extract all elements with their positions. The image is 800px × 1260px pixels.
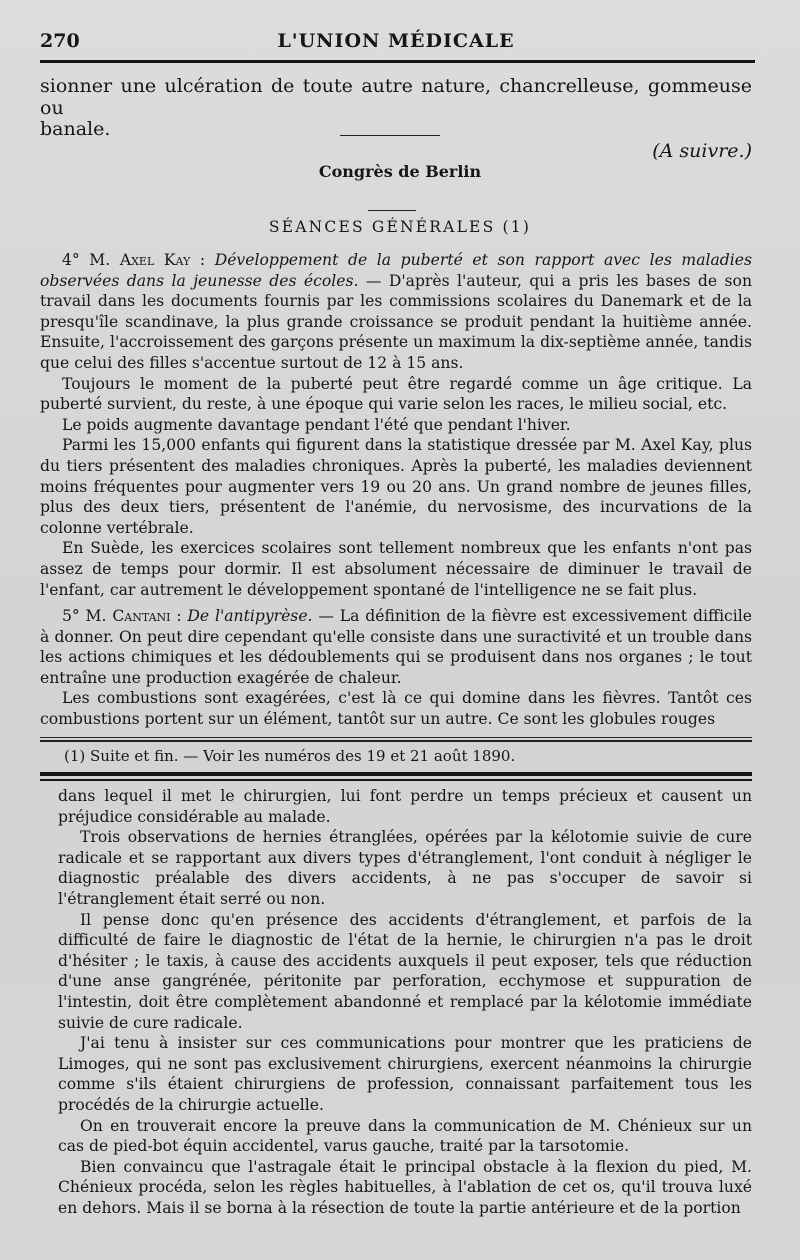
continued-line-2: banale. — [40, 118, 111, 140]
paragraph: dans lequel il met le chirurgien, lui font perdre un temps précieux et causent un préjudice considérable au malade. — [58, 787, 752, 826]
communication-title: Développement de la puberté et son rapport avec les maladies observées dans la jeunesse des écoles. — [40, 251, 752, 290]
footnote-rule — [40, 737, 752, 738]
journal-title: L'UNION MÉDICALE — [277, 30, 515, 52]
paragraph: Bien convaincu que l'astragale était le principal obstacle à la flexion du pied, M. Chénieux procéda, selon les règles habituelles, à l'ablation de cet os, qu'il trouva luxé en dehors. Mais il se borna à la résection de toute la partie antérieure et de la portion — [58, 1157, 752, 1217]
section-divider — [340, 135, 440, 136]
column-rule-thin — [40, 779, 752, 781]
item-number: 4° M. — [62, 251, 111, 269]
article-body — [40, 250, 752, 730]
continued-line-1: sionner une ulcération de toute autre nature, chancrelleuse, gommeuse ou — [40, 75, 752, 119]
section-divider-small — [368, 210, 416, 211]
separator: : — [170, 607, 188, 626]
communication-title: De l'antipyrèse. — [187, 607, 313, 626]
continued-text — [40, 76, 752, 162]
paragraph: Les combustions sont exagérées, c'est là ce qui domine dans les fièvres. Tantôt ces combustions portent sur un élément, tantôt sur un autre. Ce sont les globules rouges — [40, 689, 752, 729]
paragraph: Toujours le moment de la puberté peut être regardé comme un âge critique. La puberté survient, du reste, à une époque qui varie selon les races, le milieu social, etc. — [40, 374, 752, 414]
author-name: Axel Kay — [119, 251, 191, 269]
paragraph: Le poids augmente davantage pendant l'été que pendant l'hiver. — [62, 415, 571, 434]
paragraph-axel-kay — [40, 250, 752, 374]
paragraph: Il pense donc qu'en présence des accidents d'étranglement, et parfois de la difficulté de faire le diagnostic de l'état de la hernie, le chirurgien n'a pas le droit d'hésiter ; le taxis, à cause des accidents auxquels il peut exposer, tels que réduction d'une anse gangrénée, péritonite par perforation, ecchymose et suppuration de l'intestin, doit être complètement abandonné et remplacé par la kélotomie immédiate suivie de cure radicale. — [58, 910, 752, 1032]
author-name: Cantani — [112, 607, 171, 626]
separator: : — [190, 251, 215, 269]
paragraph-cantani — [40, 606, 752, 688]
page-number: 270 — [40, 30, 80, 52]
paragraph-text: — La définition de la fièvre est excessivement difficile à donner. On peut dire cependant qu'elle consiste dans une suractivité et un trouble dans les actions chimiques et les dédoublements qui se produisent dans nos organes ; le tout entraîne une production exagérée de chaleur. — [40, 607, 752, 687]
section-title: Congrès de Berlin — [318, 162, 482, 181]
page-header — [40, 26, 752, 60]
sub-title: SÉANCES GÉNÉRALES (1) — [268, 218, 532, 236]
paragraph-text: — D'après l'auteur, qui a pris les bases de son travail dans les documents fournis par les commissions scolaires du Danemark et de la presqu'île scandinave, la plus grande croissance se produit pendant la huitième année. Ensuite, l'accroissement des garçons présente un maximum la dix-septième année, tandis que celui des filles s'accentue surtout de 12 à 15 ans. — [40, 271, 752, 372]
footnote: (1) Suite et fin. — Voir les numéros des 19 et 21 août 1890. — [64, 747, 516, 765]
paragraph: En Suède, les exercices scolaires sont tellement nombreux que les enfants n'ont pas assez de temps pour dormir. Il est absolument nécessaire de diminuer le travail de l'enfant, car autrement le développement spontané de l'intelligence ne se fait plus. — [40, 539, 752, 599]
paragraph: J'ai tenu à insister sur ces communications pour montrer que les praticiens de Limoges, qui ne sont pas exclusivement chirurgiens, exercent néanmoins la chirurgie comme s'ils étaient chirurgiens de profession, connaissant parfaitement tous les procédés de la chirurgie actuelle. — [58, 1034, 752, 1114]
footnote-rule — [40, 740, 752, 742]
column-rule-thick — [40, 772, 752, 776]
paragraph: Trois observations de hernies étranglées, opérées par la kélotomie suivie de cure radicale et se rapportant aux divers types d'étranglement, l'ont conduit à négliger le diagnostic préalable des divers accidents, à ne pas s'occuper de savoir si l'étranglement était serré ou non. — [58, 828, 752, 908]
paragraph: On en trouverait encore la preuve dans la communication de M. Chénieux sur un cas de pied-bot équin accidentel, varus gauche, traité par la tarsotomie. — [58, 1116, 752, 1156]
lower-column — [58, 786, 752, 1218]
header-rule — [40, 60, 755, 63]
item-number: 5° M. — [62, 607, 107, 626]
paragraph: Parmi les 15,000 enfants qui figurent dans la statistique dressée par M. Axel Kay, plus du tiers présentent des maladies chroniques. Après la puberté, les maladies deviennent moins fréquentes pour augmenter vers 19 ou 20 ans. Un grand nombre de jeunes filles, plus des deux tiers, présentent de l'anémie, du nervosisme, des incurvations de la colonne vertébrale. — [40, 436, 752, 537]
a-suivre: (A suivre.) — [652, 139, 752, 162]
